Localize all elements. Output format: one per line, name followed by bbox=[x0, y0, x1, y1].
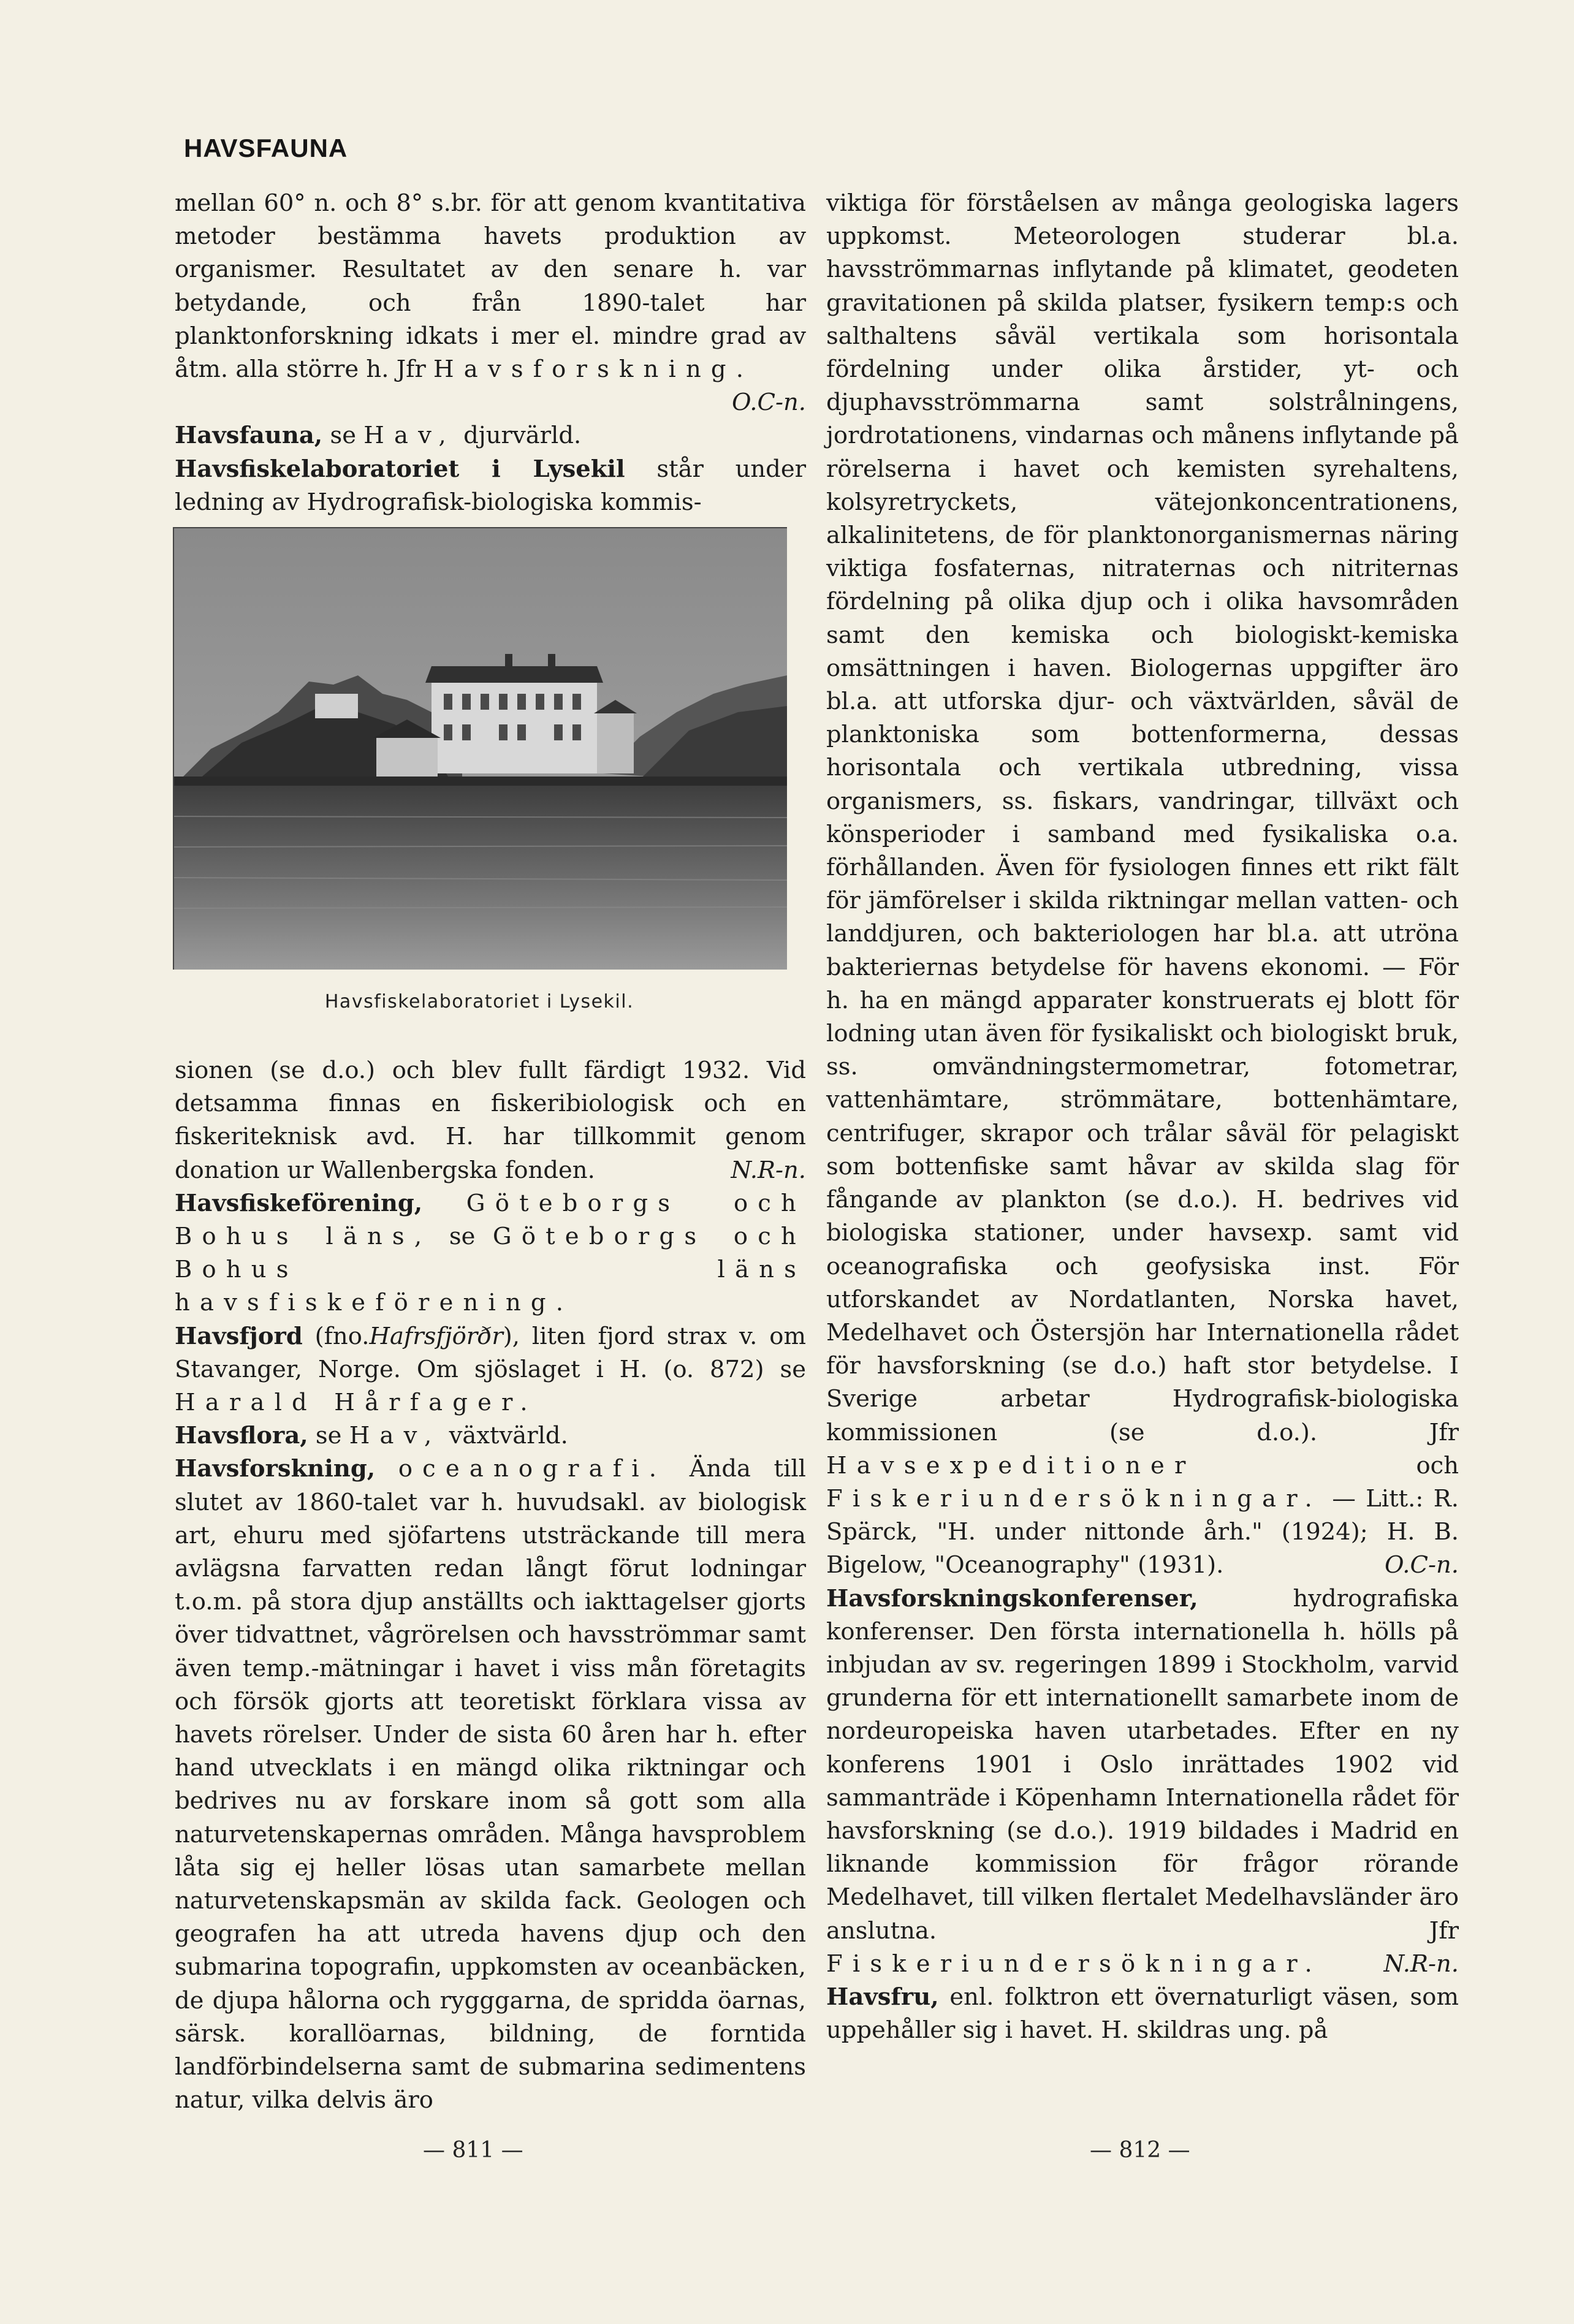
entry-text: enl. folktron ett övernaturligt väsen, som uppehåller sig i havet. H. skildras ung. på bbox=[826, 1983, 1459, 2045]
cross-reference: Havsexpeditioner bbox=[826, 1451, 1196, 1479]
entry-headword: Havsfiskelaboratoriet i Lysekil bbox=[175, 455, 625, 483]
author-signature: N.R-n. bbox=[731, 1156, 806, 1184]
entry-headword: Havsforskningskonferenser, bbox=[826, 1584, 1198, 1612]
right-column bbox=[826, 187, 1459, 2047]
entry-text: växtvärld. bbox=[449, 1422, 568, 1450]
author-signature: N.R-n. bbox=[1383, 1950, 1459, 1978]
cross-reference: Fiskeriundersökningar. bbox=[826, 1950, 1322, 1978]
cross-reference: oceanografi. bbox=[398, 1455, 667, 1483]
entry-havsfauna bbox=[175, 419, 806, 452]
literature-reference: — Litt.: R. Spärck, "H. under nittonde årh." (1924); H. B. Bigelow, "Oceanography" (1931). bbox=[826, 1484, 1459, 1579]
figure-caption: Havsfiskelaboratoriet i Lysekil. bbox=[324, 991, 634, 1012]
entry-text: se bbox=[449, 1223, 476, 1251]
cross-reference: Göteborgs och Bohus läns, bbox=[175, 1189, 806, 1251]
photograph-illustration bbox=[174, 528, 787, 970]
running-head: HAVSFAUNA bbox=[184, 134, 348, 162]
entry-text: sionen (se d.o.) och blev fullt färdigt 1932. Vid detsamma finnas en fiskeribiologisk och en fiskeriteknisk avd. H. har tillkommit genom donation ur Wallenbergska fonden. bbox=[175, 1057, 806, 1184]
cross-reference: Hav, bbox=[349, 1422, 442, 1450]
entry-italic: Hafrsfjörðr bbox=[369, 1322, 503, 1350]
photograph-lysekil bbox=[173, 527, 787, 970]
entry-continuation bbox=[826, 187, 1459, 1582]
entry-text: se bbox=[330, 422, 357, 450]
entry-text: (fno. bbox=[314, 1322, 370, 1350]
entry-text: står under ledning av Hydrografisk-biologiska kommis- bbox=[175, 455, 807, 516]
entry-headword: Havsfru, bbox=[826, 1983, 939, 2011]
entry-text: se bbox=[315, 1422, 342, 1450]
entry-text: hydrografiska konferenser. Den första internationella h. hölls på inbjudan av sv. regeringen 1899 i Stockholm, varvid grunderna för ett internationellt samarbete inom de nordeuropeiska haven utarbetades. Efter en ny konferens 1901 i Oslo inrättades 1902 vid sammanträde i Köpenhamn Internationella rådet för havsforskning (se d.o.). 1919 bildades i Madrid en liknande kommission för frågor rörande Medelhavet, till vilken flertalet Medelhavsländer äro anslutna. Jfr bbox=[826, 1584, 1459, 1945]
entry-havsfiskelaboratoriet bbox=[175, 453, 806, 519]
entry-headword: Havsfauna, bbox=[175, 422, 323, 450]
entry-havsforskningskonferenser bbox=[826, 1582, 1459, 1981]
entry-continuation bbox=[175, 1054, 806, 1187]
page-number-left: — 811 — bbox=[423, 2138, 523, 2163]
entry-headword: Havsfiskeförening, bbox=[175, 1189, 423, 1217]
page-number-right: — 812 — bbox=[1090, 2138, 1190, 2163]
cross-reference: Hav, bbox=[363, 422, 456, 450]
entry-havsfjord bbox=[175, 1320, 806, 1420]
entry-headword: Havsforskning, bbox=[175, 1455, 376, 1483]
cross-reference: Havsforskning. bbox=[433, 355, 754, 384]
cross-reference: Fiskeriundersökningar. bbox=[826, 1484, 1322, 1513]
entry-continuation bbox=[175, 187, 806, 419]
entry-havsfru bbox=[826, 1981, 1459, 2047]
cross-reference: Harald Hårfager. bbox=[175, 1389, 538, 1417]
entry-headword: Havsflora, bbox=[175, 1422, 308, 1450]
cross-reference: Göteborgs och Bohus läns havsfiskeförening. bbox=[175, 1223, 806, 1317]
entry-headword: Havsfjord bbox=[175, 1322, 303, 1350]
entry-havsflora bbox=[175, 1419, 806, 1452]
entry-text: ), liten fjord strax v. om Stavanger, Norge. Om sjöslaget i H. (o. 872) se bbox=[175, 1322, 806, 1383]
author-signature: O.C-n. bbox=[1384, 1551, 1459, 1579]
author-signature: O.C-n. bbox=[731, 389, 806, 417]
entry-text: Ända till slutet av 1860-talet var h. huvudsakl. av biologisk art, ehuru med sjöfartens utsträckande till mera avlägsna farvatten redan långt förut lodningar t.o.m. på stora djup anställts och iakttagelser gjorts över tidvattnet, vågrörelsen och havsströmmar samt även temp.-mätningar i havet i viss mån företagits och försök gjorts att teoretiskt förklara vissa av havets rörelser. Under de sista 60 åren har h. efter hand utvecklats i en mängd olika riktningar och bedrives nu av forskare inom så gott som alla naturvetenskapernas områden. Många havsproblem låta sig ej heller lösas utan samarbete mellan naturvetenskapsmän av skilda fack. Geologen och geografen ha att utreda havens djup och den submarina topografin, uppkomsten av oceanbäcken, de djupa hålorna och rygggarna, de spridda öarnas, särsk. korallöarnas, bildning, de forntida landförbindelserna samt de submarina sedimentens natur, vilka delvis äro bbox=[175, 1455, 806, 2114]
entry-havsforskning bbox=[175, 1452, 806, 2117]
left-column-bottom bbox=[175, 1054, 806, 2117]
entry-text: och bbox=[1416, 1451, 1459, 1479]
entry-text: viktiga för förståelsen av många geologiska lagers uppkomst. Meteorologen studerar bl.a. havsströmmarnas inflytande på klimatet, geodeten gravitationen på skilda platser, fysikern temp:s och salthaltens såväl vertikala som horisontala fördelning under olika årstider, yt- och djuphavsströmmarna samt solstrålningens, jordrotationens, vindarnas och månens inflytande på rörelserna i havet och kemisten syrehaltens, kolsyretryckets, vätejonkoncentrationens, alkalinitetens, de för planktonorganismernas näring viktiga fosfaternas, nitraternas och nitriternas fördelning på olika djup och i olika havsområden samt den kemiska och biologiskt-kemiska omsättningen i haven. Biologernas uppgifter äro bl.a. att utforska djur- och växtvärlden, såväl de planktoniska som bottenformerna, dessas horisontala och vertikala utbredning, vissa organismers, ss. fiskars, vandringar, tillväxt och könsperioder i samband med fysikaliska o.a. förhållanden. Även för fysiologen finnes ett rikt fält för jämförelser i skilda riktningar mellan vatten- och landdjuren, och bakteriologen har bl.a. att utröna bakteriernas betydelse för havens ekonomi. — För h. ha en mängd apparater konstruerats ej blott för lodning utan även för fysikaliskt och biologiskt bruk, ss. omvändningstermometrar, fotometrar, vattenhämtare, strömmätare, bottenhämtare, centrifuger, skrapor och trålar såväl för pelagiskt som bottenfiske samt håvar av skilda slag för fångande av plankton (se d.o.). H. bedrives vid biologiska stationer, under havsexp. samt vid oceanografiska och geofysiska inst. För utforskandet av Nordatlanten, Norska havet, Medelhavet och Östersjön har Internationella rådet för havsforskning (se d.o.) haft stor betydelse. I Sverige arbetar Hydrografisk-biologiska kommissionen (se d.o.). Jfr bbox=[826, 189, 1459, 1446]
entry-text: mellan 60° n. och 8° s.br. för att genom kvantitativa metoder bestämma havets produktion av organismer. Resultatet av den senare h. var betydande, och från 1890-talet har planktonforskning idkats i mer el. mindre grad av åtm. alla större h. Jfr bbox=[175, 189, 806, 384]
entry-havsfiskeforening bbox=[175, 1187, 806, 1320]
left-column-top bbox=[175, 187, 806, 519]
entry-text: djurvärld. bbox=[463, 422, 582, 450]
